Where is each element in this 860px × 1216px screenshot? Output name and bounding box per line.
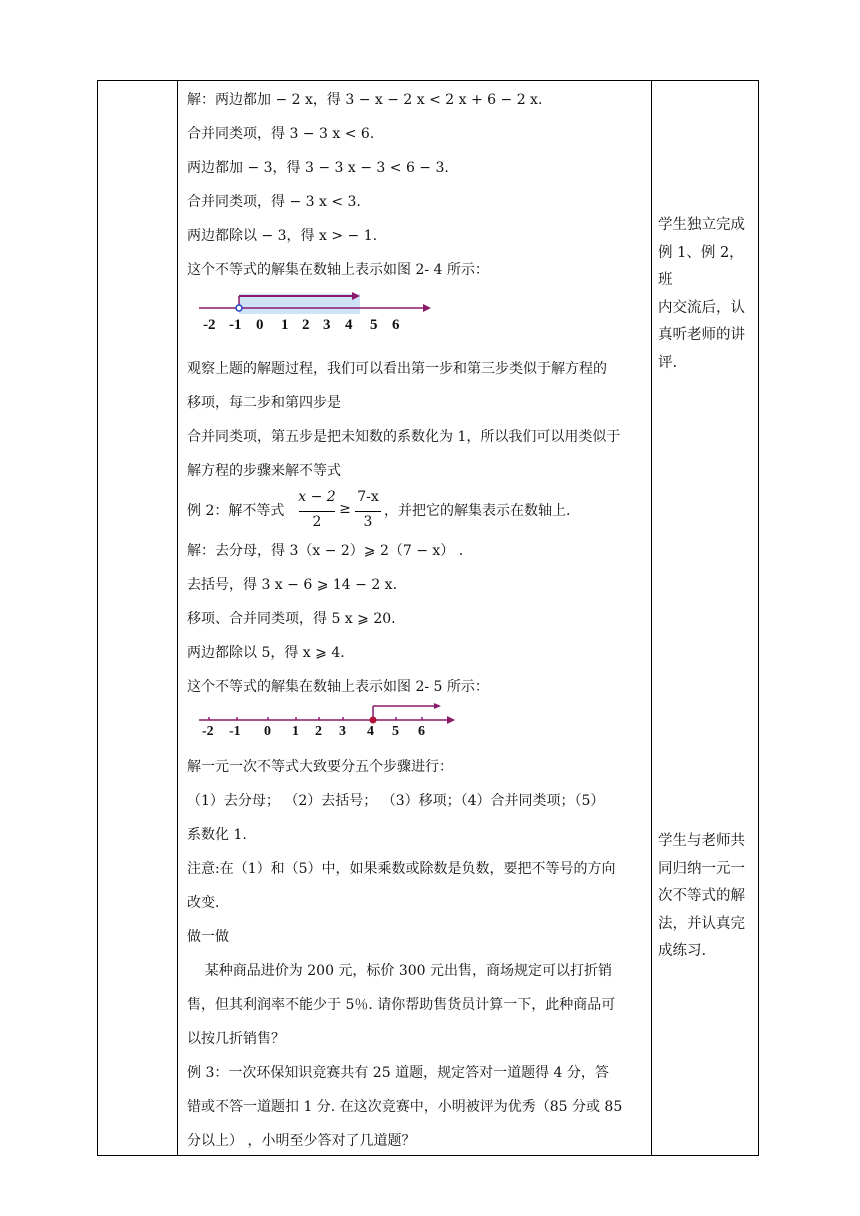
- text-line: 解：去分母，得 3（x − 2）⩾ 2（7 − x） .: [187, 543, 464, 559]
- note-line: 学生与老师共: [658, 833, 745, 849]
- note-line: 学生独立完成: [658, 217, 745, 233]
- geq-sign: ≥: [339, 501, 351, 517]
- closed-point: [370, 717, 377, 724]
- note-line: 成练习.: [658, 943, 707, 959]
- text-line: 两边都除以 − 3，得 x > − 1.: [187, 228, 378, 244]
- tick-label: -2: [202, 724, 214, 739]
- text-line: 观察上题的解题过程，我们可以看出第一步和第三步类似于解方程的: [187, 361, 607, 377]
- text-line: （1）去分母； （2）去括号； （3）移项；（4）合并同类项；（5）: [187, 793, 605, 809]
- student-activity-note-1: [658, 212, 758, 377]
- text-line: 例 3：一次环保知识竞赛共有 25 道题，规定答对一道题得 4 分，答: [187, 1065, 609, 1081]
- ray-arrowhead: [434, 703, 441, 709]
- note-line: 次不等式的解: [658, 888, 745, 904]
- tick-label: 3: [339, 724, 346, 739]
- tick-label: 1: [281, 317, 289, 333]
- text-line: 系数化 1.: [187, 827, 247, 843]
- tick-label: 5: [392, 724, 399, 739]
- tick-label: -1: [229, 317, 242, 333]
- lesson-table: [97, 80, 759, 1156]
- note-line: 法，并认真完: [658, 915, 745, 932]
- tick-label: -1: [229, 724, 241, 739]
- axis-arrowhead: [423, 304, 431, 312]
- text-line: 分以上） ，小明至少答对了几道题？: [187, 1133, 416, 1149]
- left-denominator: 2: [312, 514, 322, 530]
- text-line: 去括号，得 3 x − 6 ⩾ 14 − 2 x.: [187, 577, 398, 593]
- tick-label: 1: [292, 724, 299, 739]
- left-numerator: x − 2: [298, 489, 336, 505]
- tick-label: 0: [256, 317, 264, 333]
- student-activity-note-2: [658, 828, 758, 966]
- text-line: 合并同类项，得 − 3 x < 3.: [187, 194, 361, 210]
- text-line: 解方程的步骤来解不等式: [187, 463, 341, 479]
- tick-label: 3: [323, 317, 331, 333]
- note-line: 内交流后，认: [658, 299, 745, 316]
- table-border-left: [97, 81, 98, 1155]
- text-line: 解：两边都加 − 2 x，得 3 − x − 2 x < 2 x + 6 − 2 x.: [187, 92, 543, 108]
- tick-label: 4: [367, 724, 374, 739]
- tick-label: 0: [264, 724, 271, 739]
- fraction-bar: [299, 511, 335, 512]
- note-line: 评.: [658, 354, 678, 371]
- right-denominator: 3: [363, 514, 373, 530]
- tick-label: 2: [315, 724, 322, 739]
- fraction-bar: [355, 511, 381, 512]
- note-line: 同归纳一元一: [658, 860, 745, 877]
- text-line: 错或不答一道题扣 1 分. 在这次竞赛中，小明被评为优秀（85 分或 85: [187, 1099, 623, 1115]
- text-line: 改变.: [187, 895, 220, 911]
- tick-label: 5: [370, 317, 378, 333]
- text-line: ，并把它的解集表示在数轴上.: [384, 503, 571, 519]
- text-line: 某种商品进价为 200 元，标价 300 元出售，商场规定可以打折销: [187, 963, 613, 979]
- text-line: 例 2：解不等式: [187, 503, 285, 519]
- text-line: 以按几折销售？: [187, 1031, 285, 1047]
- number-line-1: [193, 289, 433, 335]
- text-line: 售，但其利润率不能少于 5％. 请你帮助售货员计算一下，此种商品可: [187, 997, 616, 1013]
- text-line: 这个不等式的解集在数轴上表示如图 2- 5 所示：: [187, 679, 489, 695]
- text-line: 两边都加 − 3，得 3 − 3 x − 3 < 6 − 3.: [187, 160, 449, 176]
- tick-label: 2: [302, 317, 310, 333]
- text-line: 移项，每二步和第四步是: [187, 395, 341, 411]
- section-heading: 做一做: [187, 929, 229, 945]
- text-line: 移项、合并同类项，得 5 x ⩾ 20.: [187, 611, 396, 627]
- note-line: 真听老师的讲: [658, 327, 745, 343]
- axis-arrowhead: [447, 716, 455, 724]
- tick-label: 6: [418, 724, 425, 739]
- text-line: 合并同类项，得 3 − 3 x < 6.: [187, 126, 375, 142]
- table-border-right: [758, 81, 759, 1155]
- text-line: 合并同类项，第五步是把未知数的系数化为 1，所以我们可以用类似于: [187, 429, 621, 445]
- text-line: 解一元一次不等式大致要分五个步骤进行：: [187, 759, 453, 775]
- note-line: 例 1、例 2，班: [658, 244, 744, 288]
- right-numerator: 7-x: [357, 489, 379, 505]
- text-line: 两边都除以 5，得 x ⩾ 4.: [187, 645, 345, 661]
- text-line: 这个不等式的解集在数轴上表示如图 2- 4 所示：: [187, 262, 489, 278]
- tick-label: -2: [203, 317, 216, 333]
- tick-label: 4: [345, 317, 353, 333]
- text-line: 注意:在（1）和（5）中，如果乘数或除数是负数，要把不等号的方向: [187, 861, 616, 877]
- tick-label: 6: [392, 317, 400, 333]
- open-point: [236, 305, 242, 311]
- number-line-2: [193, 701, 463, 741]
